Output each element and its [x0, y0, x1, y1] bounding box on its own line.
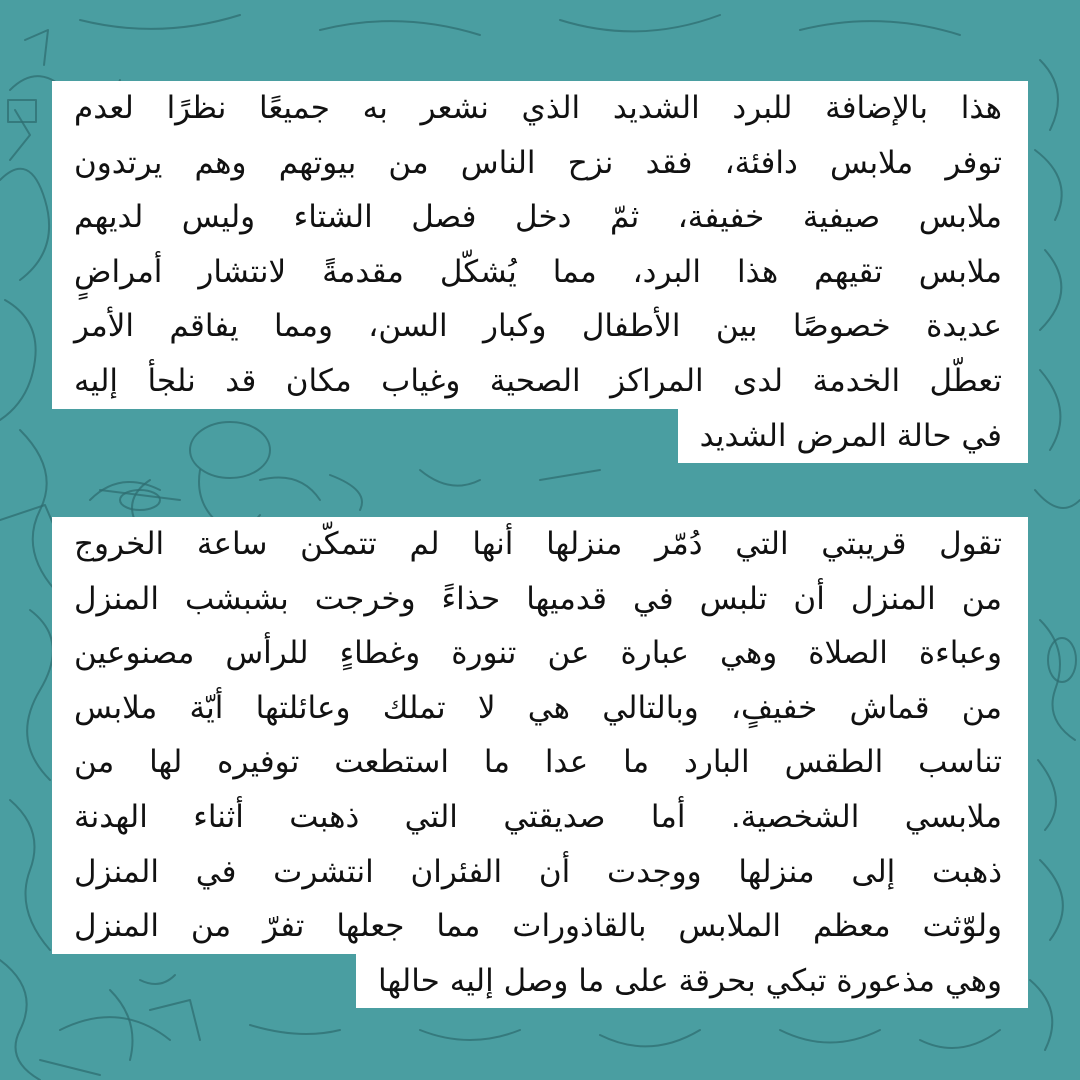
paragraph-2-line-8: ولوّثت معظم الملابس بالقاذورات مما جعلها تفرّ من المنزل — [52, 899, 1028, 954]
paragraph-2-line-7: ذهبت إلى منزلها ووجدت أن الفئران انتشرت في المنزل — [52, 845, 1028, 900]
paragraph-2-line-6: ملابسي الشخصية. أما صديقتي التي ذهبت أثناء الهدنة — [52, 790, 1028, 845]
paragraph-1-line-3: ملابس صيفية خفيفة، ثمّ دخل فصل الشتاء وليس لديهم — [52, 190, 1028, 245]
paragraph-2-line-1: تقول قريبتي التي دُمّر منزلها أنها لم تتمكّن ساعة الخروج — [52, 517, 1028, 572]
paragraph-2-line-9: وهي مذعورة تبكي بحرقة على ما وصل إليه حالها — [356, 954, 1028, 1009]
paragraph-1-line-4: ملابس تقيهم هذا البرد، مما يُشكّل مقدمةً لانتشار أمراضٍ — [52, 245, 1028, 300]
paragraph-1-line-2: توفر ملابس دافئة، فقد نزح الناس من بيوتهم وهم يرتدون — [52, 136, 1028, 191]
paragraph-1-line-1: هذا بالإضافة للبرد الشديد الذي نشعر به جميعًا نظرًا لعدم — [52, 81, 1028, 136]
paragraph-1 — [52, 81, 1028, 463]
paragraph-2-line-5: تناسب الطقس البارد ما عدا ما استطعت توفيره لها من — [52, 735, 1028, 790]
paragraph-2 — [52, 517, 1028, 1008]
paragraph-2-line-4: من قماش خفيفٍ، وبالتالي هي لا تملك وعائلتها أيّة ملابس — [52, 681, 1028, 736]
paragraph-2-line-3: وعباءة الصلاة وهي عبارة عن تنورة وغطاءٍ للرأس مصنوعين — [52, 626, 1028, 681]
paragraph-1-line-5: عديدة خصوصًا بين الأطفال وكبار السن، ومما يفاقم الأمر — [52, 299, 1028, 354]
paragraph-2-line-2: من المنزل أن تلبس في قدميها حذاءً وخرجت بشبشب المنزل — [52, 572, 1028, 627]
paragraph-1-line-7: في حالة المرض الشديد — [678, 409, 1028, 464]
paragraph-1-line-6: تعطّل الخدمة لدى المراكز الصحية وغياب مكان قد نلجأ إليه — [52, 354, 1028, 409]
